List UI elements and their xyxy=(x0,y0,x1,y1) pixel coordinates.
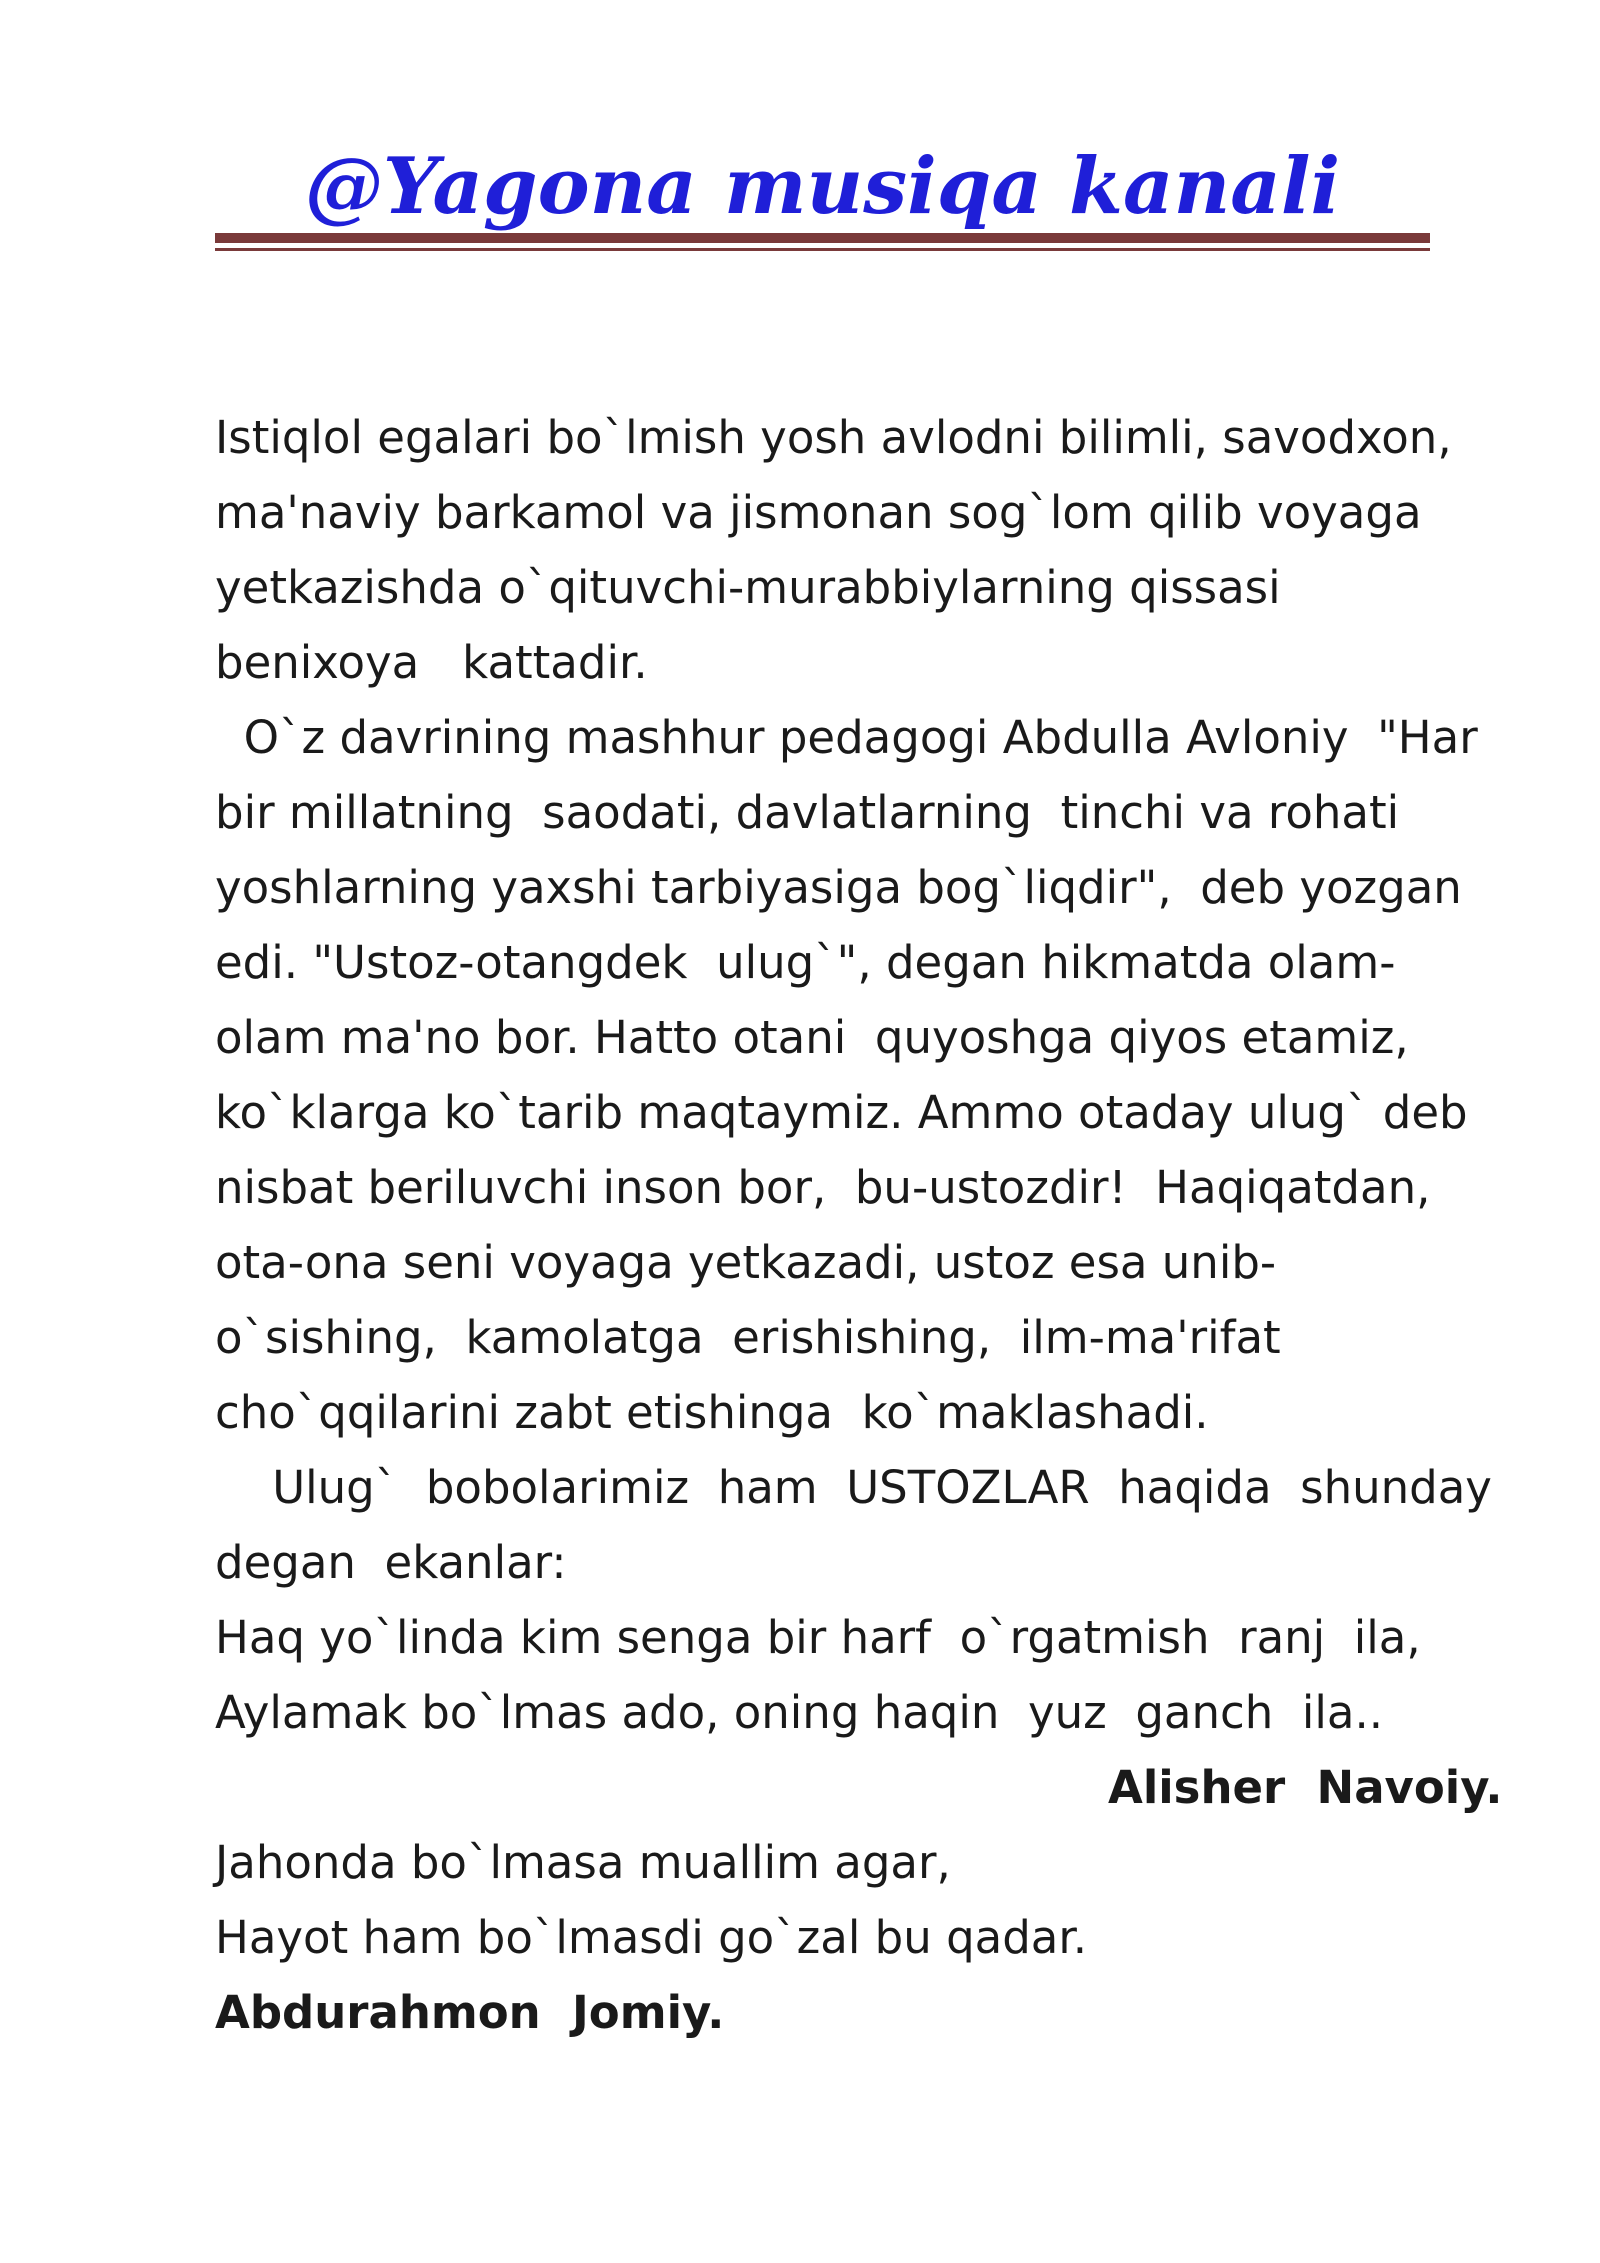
text-line: ma'naviy barkamol va jismonan sog`lom qilib voyaga xyxy=(215,486,1422,539)
poem-author: Alisher Navoiy. xyxy=(215,1761,1503,1814)
text-line: O`z davrining mashhur pedagogi Abdulla Avloniy "Har xyxy=(215,711,1478,764)
text-line: yoshlarning yaxshi tarbiyasiga bog`liqdir", deb yozgan xyxy=(215,861,1462,914)
text-line: Ulug` bobolarimiz ham USTOZLAR haqida shunday xyxy=(215,1461,1492,1514)
text-line: o`sishing, kamolatga erishishing, ilm-ma'rifat xyxy=(215,1311,1281,1364)
text-line: cho`qqilarini zabt etishinga ko`maklashadi. xyxy=(215,1386,1209,1439)
text-line: olam ma'no bor. Hatto otani quyoshga qiyos etamiz, xyxy=(215,1011,1409,1064)
page-title: @Yagona musiqa kanali xyxy=(304,141,1341,232)
text-line: yetkazishda o`qituvchi-murabbiylarning qissasi xyxy=(215,561,1281,614)
text-line: bir millatning saodati, davlatlarning tinchi va rohati xyxy=(215,786,1400,839)
text-line: benixoya kattadir. xyxy=(215,636,648,689)
title-underline-thin xyxy=(215,248,1430,251)
poem-line: Hayot ham bo`lmasdi go`zal bu qadar. xyxy=(215,1911,1088,1964)
title-underline-thick xyxy=(215,233,1430,243)
body-text xyxy=(215,400,1503,2050)
text-line: Istiqlol egalari bo`lmish yosh avlodni bilimli, savodxon, xyxy=(215,411,1452,464)
poem-author: Abdurahmon Jomiy. xyxy=(215,1986,725,2039)
text-line: degan ekanlar: xyxy=(215,1536,567,1589)
text-line: edi. "Ustoz-otangdek ulug`", degan hikmatda olam- xyxy=(215,936,1396,989)
text-line: nisbat beriluvchi inson bor, bu-ustozdir! Haqiqatdan, xyxy=(215,1161,1431,1214)
poem-line: Aylamak bo`lmas ado, oning haqin yuz ganch ila.. xyxy=(215,1686,1384,1739)
text-line: ko`klarga ko`tarib maqtaymiz. Ammo otaday ulug` deb xyxy=(215,1086,1468,1139)
poem-line: Jahonda bo`lmasa muallim agar, xyxy=(215,1836,951,1889)
poem-line: Haq yo`linda kim senga bir harf o`rgatmish ranj ila, xyxy=(215,1611,1421,1664)
text-line: ota-ona seni voyaga yetkazadi, ustoz esa unib- xyxy=(215,1236,1277,1289)
